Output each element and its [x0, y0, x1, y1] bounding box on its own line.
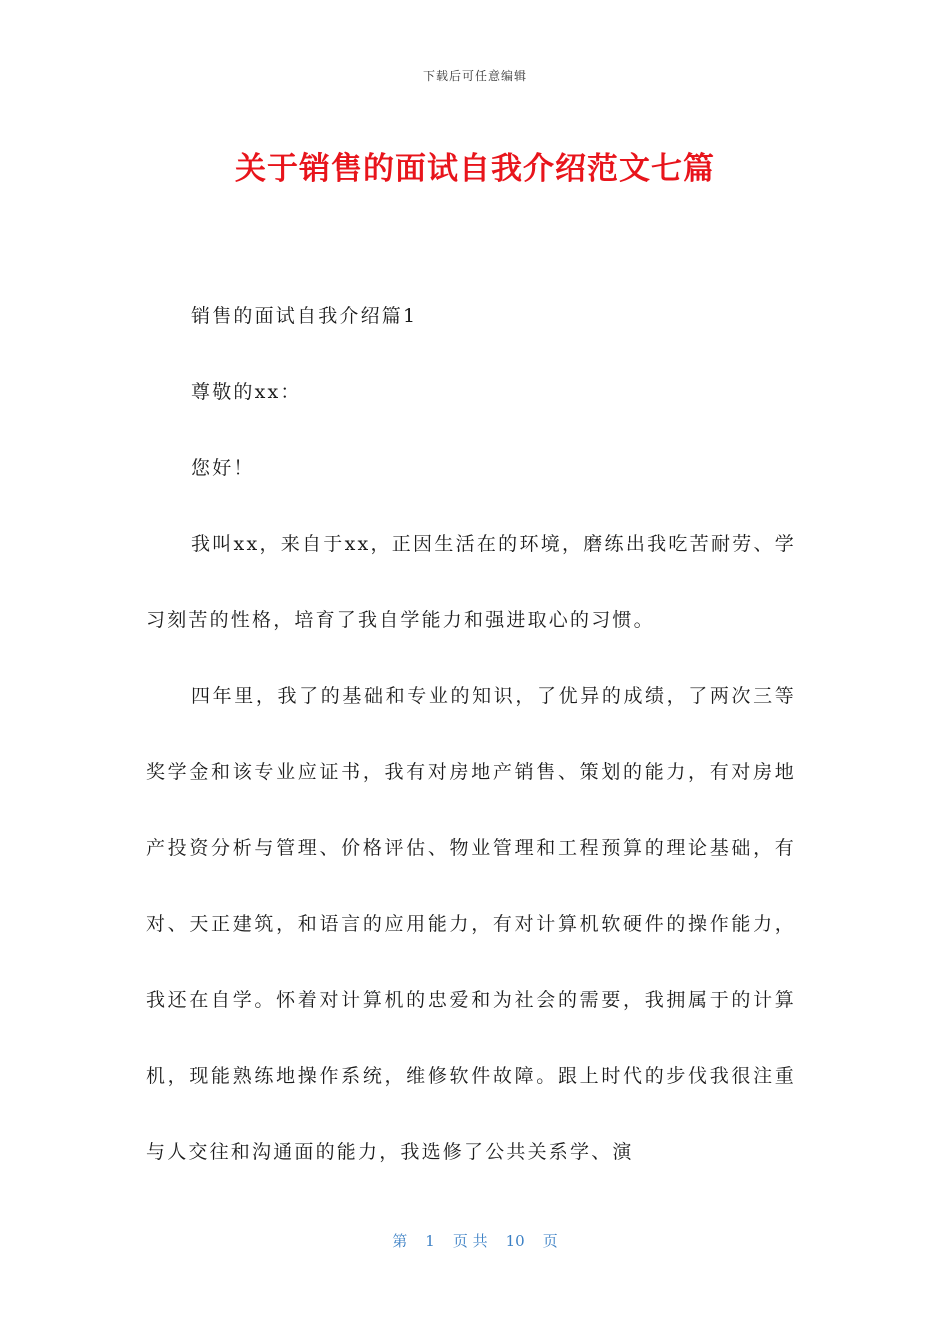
footer-current-page: 1	[425, 1232, 435, 1250]
paragraph-section-heading: 销售的面试自我介绍篇1	[191, 305, 418, 327]
paragraph-salutation: 尊敬的xx：	[191, 381, 302, 403]
page-footer	[0, 1230, 950, 1251]
paragraph-greeting: 您好！	[191, 457, 255, 479]
paragraph-education: 四年里，我了的基础和专业的知识，了优异的成绩，了两次三等奖学金和该专业应证书，我有对房地产销售、策划的能力，有对房地产投资分析与管理、价格评估、物业管理和工程预算的理论基础，有对、天正建筑，和语言的应用能力，有对计算机软硬件的操作能力，我还在自学。怀着对计算机的忠爱和为社会的需要，我拥属于的计算机，现能熟练地操作系统，维修软件故障。跟上时代的步伐我很注重与人交往和沟通面的能力，我选修了公共关系学、演	[146, 685, 796, 1163]
footer-page-mid: 页 共	[452, 1232, 488, 1250]
footer-total-pages: 10	[505, 1232, 525, 1250]
document-body	[146, 278, 796, 1190]
document-title: 关于销售的面试自我介绍范文七篇	[235, 151, 715, 187]
footer-page-suffix: 页	[542, 1232, 558, 1250]
paragraph-intro: 我叫xx，来自于xx，正因生活在的环境，磨练出我吃苦耐劳、学习刻苦的性格，培育了我自学能力和强进取心的习惯。	[146, 533, 796, 631]
footer-page-prefix: 第	[392, 1232, 408, 1250]
header-note: 下载后可任意编辑	[422, 69, 527, 83]
